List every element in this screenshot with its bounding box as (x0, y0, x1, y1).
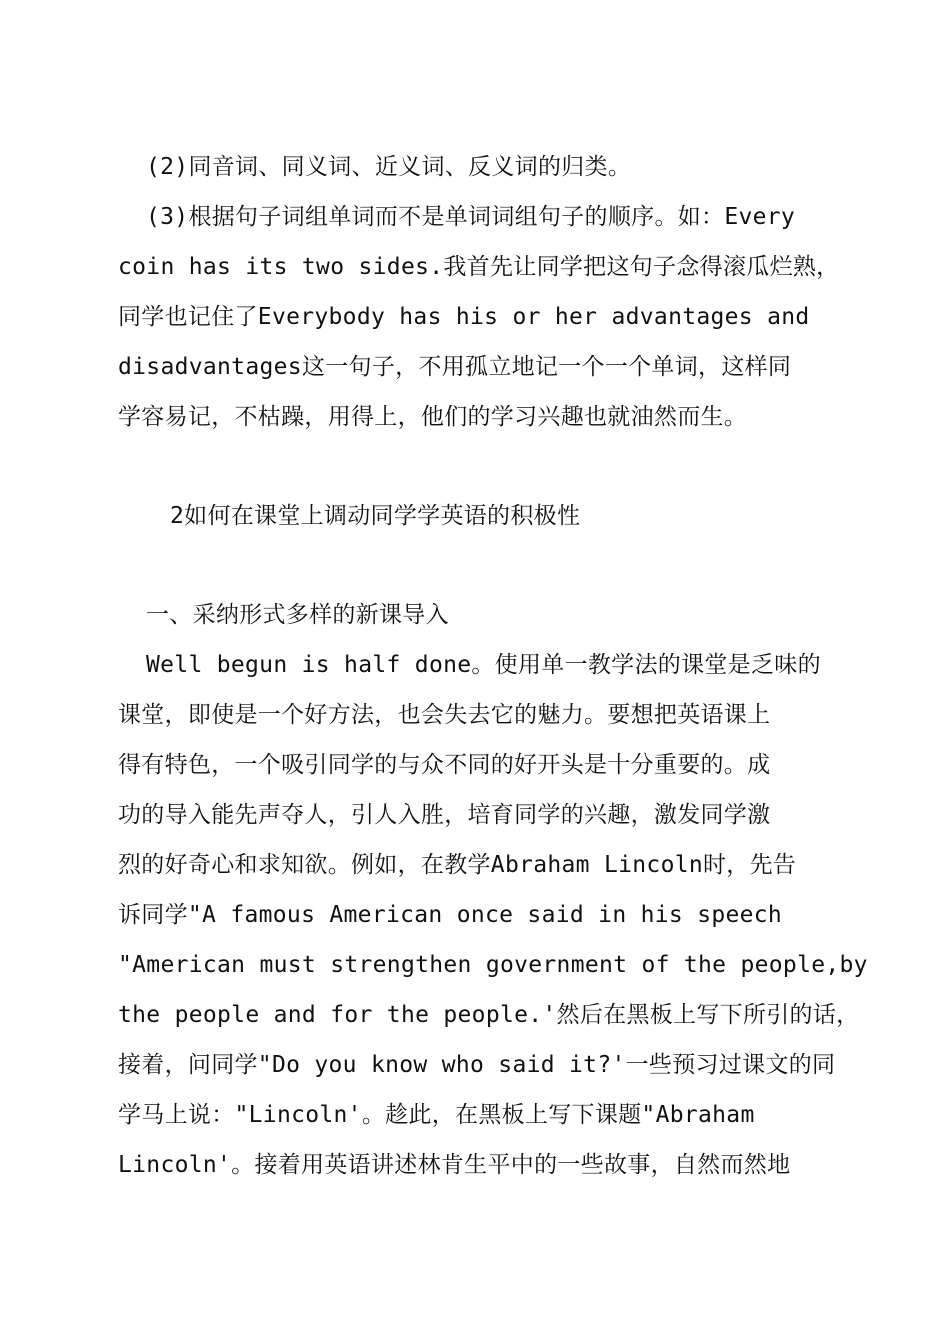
paragraph-line-4: 功的导入能先声夺人，引人入胜，培育同学的兴趣，激发同学激 (118, 802, 771, 828)
section-heading: 2如何在课堂上调动同学学英语的积极性 (170, 503, 581, 529)
paragraph-line-2: 课堂，即使是一个好方法，也会失去它的魅力。要想把英语课上 (118, 702, 771, 728)
list-item-3-line-3: 同学也记住了Everybody has his or her advantages and (118, 304, 810, 330)
list-item-2: (2)同音词、同义词、近义词、反义词的归类。 (146, 154, 632, 180)
list-item-3-line-4: disadvantages这一句子，不用孤立地记一个一个单词，这样同 (118, 354, 792, 380)
list-item-3-line-1: (3)根据句子词组单词而不是单词词组句子的顺序。如：Every (146, 204, 796, 230)
paragraph-line-10: 学马上说："Lincoln'。趁此，在黑板上写下课题"Abraham (118, 1102, 755, 1128)
paragraph-line-7: "American must strengthen government of the people,by (118, 952, 868, 978)
paragraph-line-11: Lincoln'。接着用英语讲述林肯生平中的一些故事，自然而然地 (118, 1152, 791, 1178)
list-item-3-line-2: coin has its two sides.我首先让同学把这句子念得滚瓜烂熟， (118, 254, 840, 280)
list-item-3-line-5: 学容易记，不枯躁，用得上，他们的学习兴趣也就油然而生。 (118, 404, 748, 430)
subsection-title: 一、采纳形式多样的新课导入 (146, 602, 449, 628)
paragraph-line-1: Well begun is half done。使用单一教学法的课堂是乏味的 (146, 652, 821, 678)
paragraph-line-3: 得有特色，一个吸引同学的与众不同的好开头是十分重要的。成 (118, 752, 771, 778)
paragraph-line-5: 烈的好奇心和求知欲。例如，在教学Abraham Lincoln时，先告 (118, 852, 797, 878)
paragraph-line-8: the people and for the people.'然后在黑板上写下所引的话， (118, 1002, 860, 1028)
paragraph-line-6: 诉同学"A famous American once said in his speech (118, 902, 783, 928)
paragraph-line-9: 接着，问同学"Do you know who said it?'一些预习过课文的同 (118, 1052, 836, 1078)
